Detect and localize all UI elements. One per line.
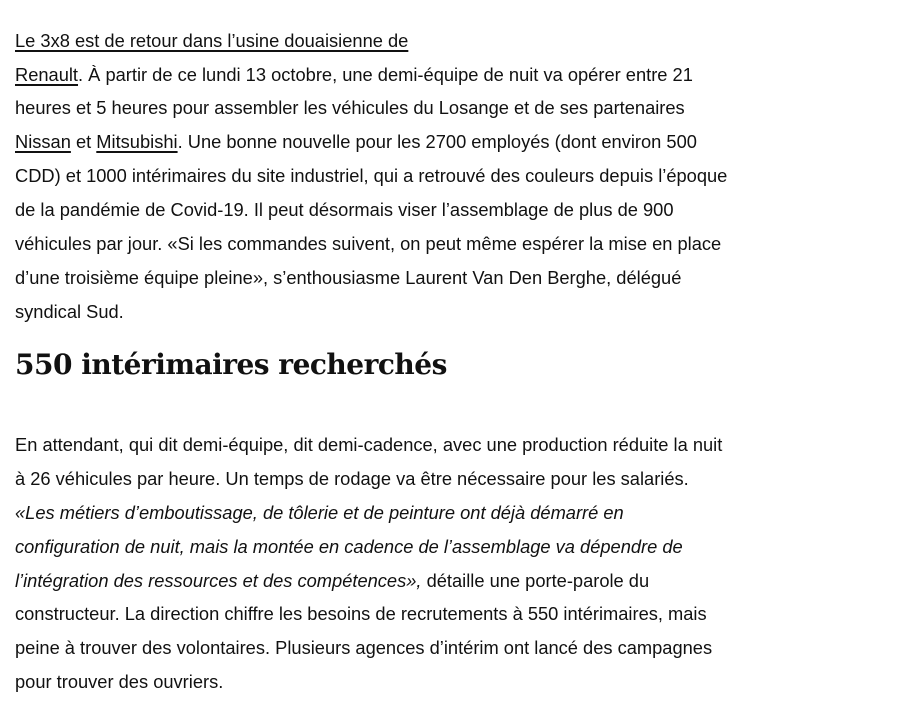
text-segment: . Une bonne nouvelle pour les 2700 employés (dont environ 500 (177, 131, 697, 152)
text-segment: d’une troisième équipe pleine», s’enthousiasme Laurent Van Den Berghe, délégué (15, 267, 682, 288)
text-line (15, 496, 624, 530)
text-segment: détaille une porte-parole du (421, 570, 650, 591)
text-line (15, 261, 681, 295)
text-line (15, 564, 649, 598)
text-segment: pour trouver des ouvriers. (15, 671, 224, 692)
section-heading: 550 intérimaires recherchés (15, 348, 447, 381)
text-line (15, 125, 697, 159)
text-segment: à 26 véhicules par heure. Un temps de rodage va être nécessaire pour les salariés. (15, 468, 689, 489)
quote-text: l’intégration des ressources et des compétences», (15, 570, 422, 591)
text-segment: et (70, 131, 97, 152)
text-line (15, 597, 707, 631)
quote-text: configuration de nuit, mais la montée en cadence de l’assemblage va dépendre de (15, 536, 683, 557)
text-line (15, 24, 408, 58)
text-line (15, 530, 683, 564)
text-segment: véhicules par jour. «Si les commandes suivent, on peut même espérer la mise en place (15, 233, 722, 254)
quote-text: «Les métiers d’emboutissage, de tôlerie et de peinture ont déjà démarré en (15, 502, 624, 523)
text-line (15, 428, 722, 462)
text-segment: . À partir de ce lundi 13 octobre, une demi-équipe de nuit va opérer entre 21 (78, 64, 693, 85)
text-line (15, 58, 693, 92)
article-link[interactable]: Le 3x8 est de retour dans l’usine douaisienne de (15, 30, 409, 51)
text-segment: peine à trouver des volontaires. Plusieurs agences d’intérim ont lancé des campagnes (15, 637, 713, 658)
text-segment: En attendant, qui dit demi-équipe, dit demi-cadence, avec une production réduite la nuit (15, 434, 723, 455)
text-line (15, 91, 685, 125)
text-segment: de la pandémie de Covid-19. Il peut désormais viser l’assemblage de plus de 900 (15, 199, 674, 220)
text-segment: syndical Sud. (15, 301, 124, 322)
text-line (15, 665, 223, 699)
text-line (15, 227, 721, 261)
text-line (15, 631, 712, 665)
article-link[interactable]: Nissan (15, 131, 71, 152)
text-segment: constructeur. La direction chiffre les besoins de recrutements à 550 intérimaires, mais (15, 603, 707, 624)
text-line (15, 159, 727, 193)
text-line (15, 295, 124, 329)
article-link[interactable]: Renault (15, 64, 79, 85)
text-segment: CDD) et 1000 intérimaires du site industriel, qui a retrouvé des couleurs depuis l’époque (15, 165, 728, 186)
text-segment: heures et 5 heures pour assembler les véhicules du Losange et de ses partenaires (15, 97, 685, 118)
article-link[interactable]: Mitsubishi (96, 131, 178, 152)
text-line (15, 193, 674, 227)
text-line (15, 462, 689, 496)
